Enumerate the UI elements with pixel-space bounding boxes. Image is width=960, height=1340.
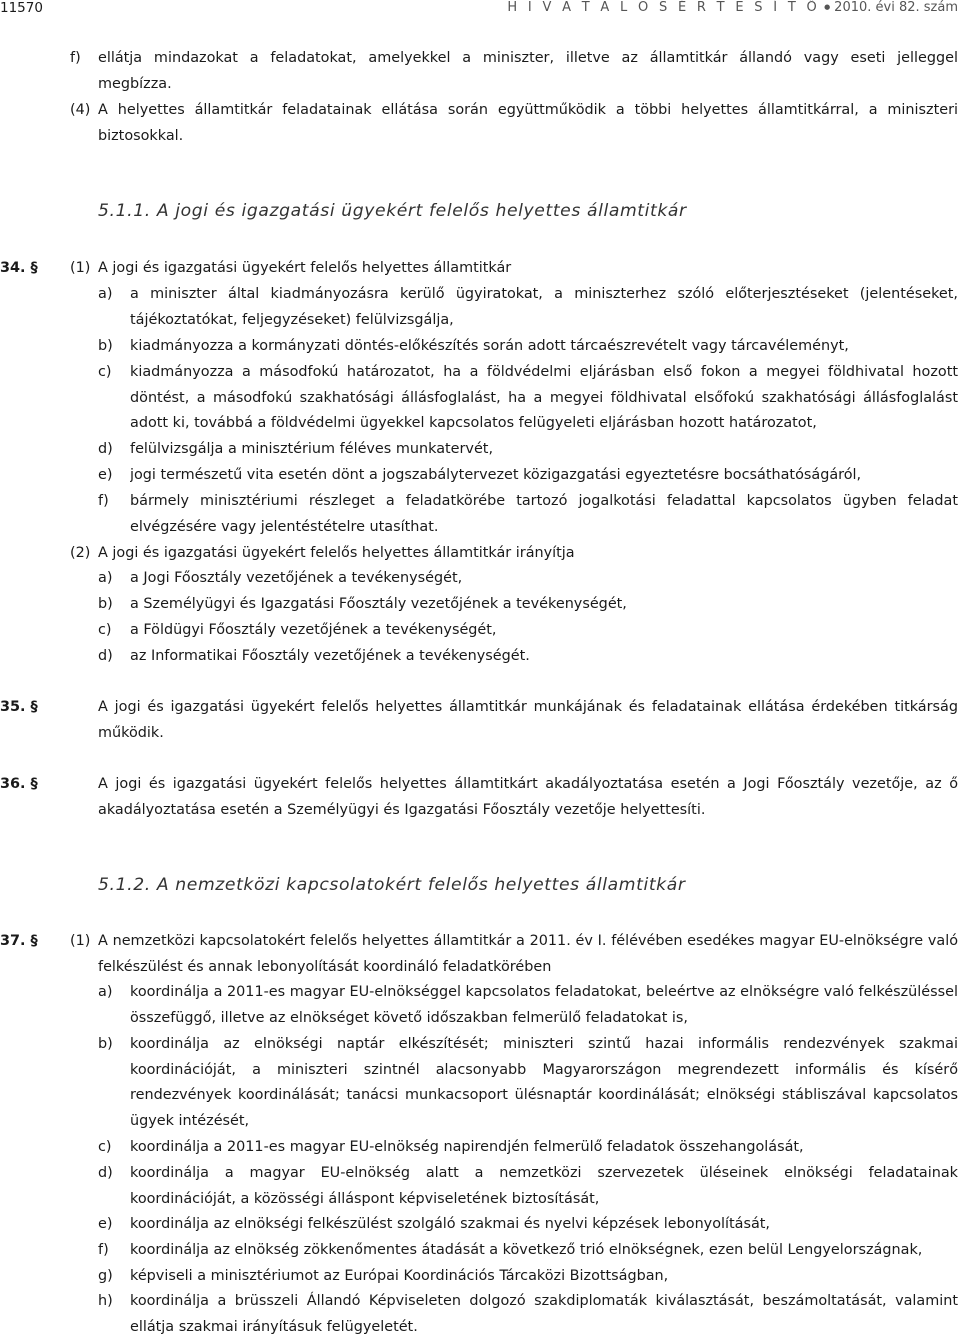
line-text: kiadmányozza a kormányzati döntés-előkészítés során adott tárcaészrevételt vagy tárcavéleményt, [130, 338, 849, 354]
page-number: 11570 [0, 0, 43, 16]
item-label: b) [98, 338, 113, 354]
line-text: akadályoztatása esetén a Személyügyi és Igazgatási Főosztály vezetője helyettesíti. [98, 801, 706, 818]
item-label: c) [98, 364, 112, 380]
line-text: adott ki, továbbá a földvédelmi ügyekkel kapcsolatos felügyeleti eljárásban hozott határozatot, [130, 415, 817, 432]
text-line [0, 256, 960, 282]
line-text: A jogi és igazgatási ügyekért felelős helyettes államtitkár irányítja [98, 545, 575, 561]
line-text: A jogi és igazgatási ügyekért felelős helyettes államtitkár munkájának és feladatainak ellátása érdekében titkárság [98, 699, 958, 715]
text-line [0, 515, 960, 541]
section-number: 34. § [0, 260, 38, 276]
line-text: koordinálja a magyar EU-elnökség alatt a nemzetközi szervezetek üléseinek elnökségi feladatainak [130, 1165, 958, 1181]
line-text: a Személyügyi és Igazgatási Főosztály vezetőjének a tevékenységét, [130, 596, 627, 612]
journal-title: H I V A T A L O S É R T E S Í T Ő [507, 0, 821, 15]
item-label: c) [98, 1139, 112, 1155]
item-label: f) [70, 50, 81, 66]
text-line [0, 1109, 960, 1135]
text-line [0, 566, 960, 592]
section-heading-text: 5.1.1. A jogi és igazgatási ügyekért felelős helyettes államtitkár [98, 201, 687, 221]
line-text: koordinációját, a miniszteri szintnél alacsonyabb Magyarországon megrendezett informális és kísérő [130, 1061, 958, 1078]
text-line [0, 1264, 960, 1290]
text-line [0, 360, 960, 386]
text-line [0, 1212, 960, 1238]
item-label: (4) [70, 102, 91, 118]
text-line [0, 308, 960, 334]
line-text: tájékoztatókat, feljegyzéseket) felülvizsgálja, [130, 311, 454, 328]
line-text: képviseli a minisztériumot az Európai Koordinációs Tárcaközi Bizottságban, [130, 1268, 669, 1284]
text-line [0, 1006, 960, 1032]
line-text: felkészülést és annak lebonyolítását koordináló feladatkörében [98, 958, 552, 975]
line-text: döntést, a másodfokú szakhatósági állásfoglalást, ha a megyei földhivatal elsőfokú szakhatósági állásfoglalást [130, 389, 958, 406]
text-line [0, 386, 960, 412]
text-line [0, 1058, 960, 1084]
text-line [0, 411, 960, 437]
line-text: az Informatikai Főosztály vezetőjének a tevékenységét. [130, 648, 530, 664]
item-label: b) [98, 596, 113, 612]
item-label: f) [98, 493, 109, 509]
line-text: ellátja mindazokat a feladatokat, amelyekkel a miniszter, illetve az államtitkár állandó vagy eseti jelleggel [98, 50, 958, 66]
item-label: a) [98, 570, 113, 586]
line-text: a Földügyi Főosztály vezetőjének a tevékenységét, [130, 622, 497, 638]
text-line [0, 282, 960, 308]
item-label: d) [98, 648, 113, 664]
text-line [0, 1187, 960, 1213]
line-text: felülvizsgálja a minisztérium féléves munkatervét, [130, 441, 494, 457]
item-label: (1) [70, 260, 91, 276]
item-label: (1) [70, 933, 91, 949]
text-line [0, 1083, 960, 1109]
text-line [0, 541, 960, 567]
line-text: koordinálja a 2011-es magyar EU-elnökség napirendjén felmerülő feladatok összehangolását, [130, 1139, 804, 1155]
item-label: b) [98, 1036, 113, 1052]
issue-label: 2010. évi 82. szám [834, 0, 958, 15]
line-text: a miniszter által kiadmányozásra kerülő ügyiratokat, a miniszterhez szóló előterjesztéseket (jelentéseket, [130, 286, 958, 302]
text-line [0, 721, 960, 747]
section-heading-text: 5.1.2. A nemzetközi kapcsolatokért felelős helyettes államtitkár [98, 875, 686, 895]
text-line [0, 1032, 960, 1058]
text-line [0, 98, 960, 124]
text-line [0, 72, 960, 98]
item-label: d) [98, 1165, 113, 1181]
line-text: koordinációját, a közösségi álláspont képviseletének biztosítását, [130, 1190, 600, 1207]
text-line [0, 437, 960, 463]
text-line [0, 980, 960, 1006]
line-text: koordinálja a 2011-es magyar EU-elnökséggel kapcsolatos feladatokat, beleértve az elnökségre való felkészüléssel [130, 984, 958, 1000]
line-text: ügyek intézését, [130, 1113, 250, 1130]
line-text: A nemzetközi kapcsolatokért felelős helyettes államtitkár a 2011. év I. félévében esedékes magyar EU-elnökségre való [98, 933, 958, 949]
text-line [0, 1161, 960, 1187]
line-text: kiadmányozza a másodfokú határozatot, ha a földvédelmi eljárásban első fokon a megyei földhivatal hozott [130, 364, 958, 380]
line-text: működik. [98, 724, 164, 741]
line-text: koordinálja a brüsszeli Állandó Képviseleten dolgozó szakdiplomaták kiválasztását, beszámoltatását, valamint [130, 1293, 958, 1309]
journal-info [507, 0, 958, 15]
item-label: a) [98, 984, 113, 1000]
text-line [0, 1135, 960, 1161]
line-text: A helyettes államtitkár feladatainak ellátása során együttműködik a többi helyettes államtitkárral, a miniszteri [98, 102, 958, 118]
line-text: koordinálja az elnökségi felkészülést szolgáló szakmai és nyelvi képzések lebonyolítását, [130, 1216, 770, 1232]
line-text: rendezvények koordinálását; tanácsi munkacsoport ülésnaptár koordinálását; elnökségi stábliszával kapcsolatos [130, 1087, 958, 1104]
text-line [0, 1289, 960, 1315]
item-label: (2) [70, 545, 91, 561]
text-line [0, 618, 960, 644]
text-line [0, 334, 960, 360]
line-text: A jogi és igazgatási ügyekért felelős helyettes államtitkár [98, 260, 512, 276]
item-label: a) [98, 286, 113, 302]
item-label: e) [98, 467, 113, 483]
item-label: c) [98, 622, 112, 638]
text-line [0, 798, 960, 824]
text-line [0, 592, 960, 618]
text-line [0, 644, 960, 670]
item-label: f) [98, 1242, 109, 1258]
page-header [0, 0, 960, 22]
text-line [0, 124, 960, 150]
item-label: g) [98, 1268, 113, 1284]
separator-dot-icon: ● [824, 3, 831, 11]
item-label: e) [98, 1216, 113, 1232]
text-line [0, 489, 960, 515]
line-text: összefüggő, illetve az elnökséget követő időszakban felmerülő feladatokat is, [130, 1009, 688, 1026]
line-text: jogi természetű vita esetén dönt a jogszabálytervezet közigazgatási egyeztetésre bocsáthatóságáról, [130, 467, 862, 483]
text-line [0, 929, 960, 955]
text-line [0, 1315, 960, 1340]
line-text: ellátja szakmai irányításuk felügyeletét. [130, 1318, 418, 1335]
line-text: megbízza. [98, 75, 172, 92]
line-text: koordinálja az elnökség zökkenőmentes átadását a következő trió elnökségnek, ezen belül Lengyelországnak, [130, 1242, 923, 1258]
line-text: biztosokkal. [98, 127, 184, 144]
line-text: elvégzésére vagy jelentéstételre utasíthat. [130, 518, 439, 535]
item-label: h) [98, 1293, 113, 1309]
section-number: 37. § [0, 933, 38, 949]
line-text: bármely minisztériumi részleget a feladatkörébe tartozó jogalkotási feladattal kapcsolatos ügyben feladat [130, 493, 958, 509]
item-label: d) [98, 441, 113, 457]
section-number: 35. § [0, 699, 38, 715]
text-line [0, 695, 960, 721]
text-line [0, 772, 960, 798]
text-line [0, 955, 960, 981]
line-text: koordinálja az elnökségi naptár elkészítését; miniszteri szintű hazai informális rendezvények szakmai [130, 1036, 958, 1052]
line-text: A jogi és igazgatási ügyekért felelős helyettes államtitkárt akadályoztatása esetén a Jogi Főosztály vezetője, az ő [98, 776, 958, 792]
text-line [0, 463, 960, 489]
text-line [0, 1238, 960, 1264]
line-text: a Jogi Főosztály vezetőjének a tevékenységét, [130, 570, 463, 586]
text-line [0, 46, 960, 72]
section-number: 36. § [0, 776, 38, 792]
